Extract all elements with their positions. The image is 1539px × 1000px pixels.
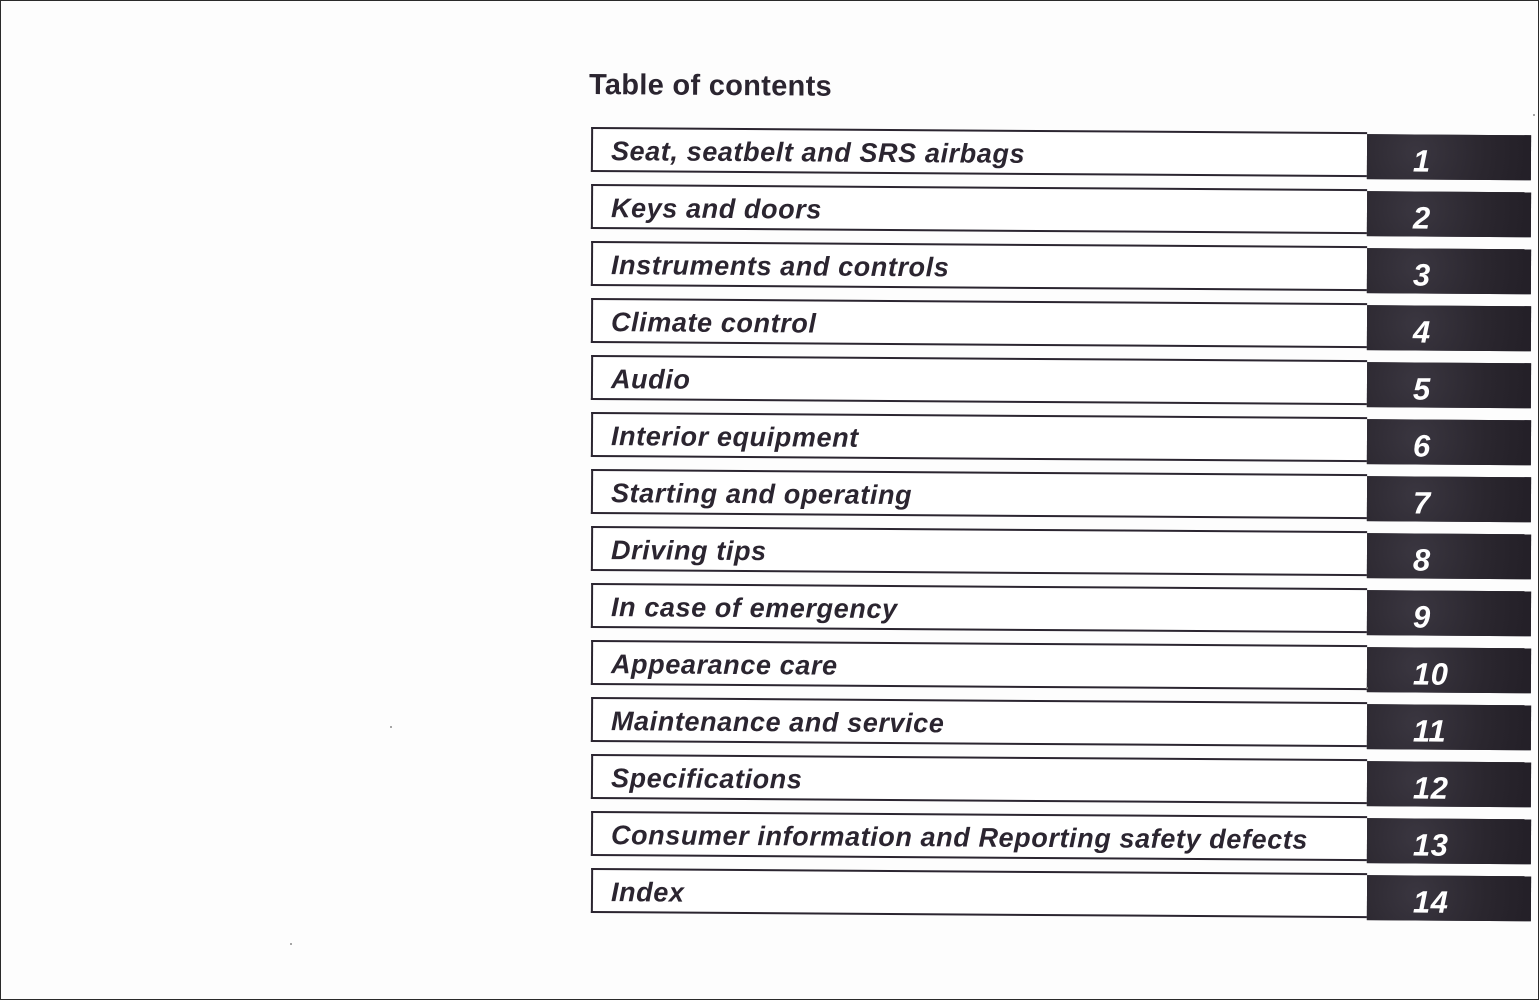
scan-speck (1366, 687, 1368, 689)
entry-box (591, 868, 1367, 918)
entry-box (591, 355, 1367, 405)
section-number: 3 (1412, 257, 1431, 293)
section-tab[interactable] (1367, 419, 1531, 465)
entry-label: Maintenance and service (610, 706, 945, 739)
section-tab[interactable] (1367, 533, 1531, 579)
entry-label: Audio (610, 364, 691, 395)
page-title: Table of contents (588, 69, 833, 103)
section-number: 9 (1412, 599, 1431, 635)
entry-label: Appearance care (610, 649, 838, 681)
section-number: 13 (1412, 827, 1449, 863)
entry-box (591, 811, 1367, 861)
section-tab[interactable] (1367, 590, 1531, 636)
entry-box (591, 184, 1367, 234)
section-number: 8 (1412, 542, 1431, 578)
entry-label: In case of emergency (610, 592, 898, 625)
section-tab[interactable] (1367, 476, 1531, 522)
toc-entry-maintenance-and-service[interactable] (591, 697, 1536, 751)
section-number: 2 (1412, 200, 1431, 236)
toc-entry-starting-and-operating[interactable] (591, 469, 1536, 523)
toc-entry-climate-control[interactable] (591, 298, 1536, 352)
toc-entry-keys-and-doors[interactable] (591, 184, 1536, 238)
toc-entry-in-case-of-emergency[interactable] (591, 583, 1536, 637)
toc-list (591, 127, 1536, 925)
section-tab[interactable] (1367, 191, 1531, 237)
toc-entry-consumer-information[interactable] (591, 811, 1536, 865)
section-tab[interactable] (1367, 362, 1531, 408)
entry-box (591, 640, 1367, 690)
section-number: 4 (1412, 314, 1431, 350)
entry-box (591, 412, 1367, 462)
entry-label: Consumer information and Reporting safety defects (610, 820, 1309, 855)
toc-entry-index[interactable] (591, 868, 1536, 922)
entry-box (591, 754, 1367, 804)
toc-entry-specifications[interactable] (591, 754, 1536, 808)
entry-label: Starting and operating (610, 478, 913, 511)
section-tab[interactable] (1367, 134, 1531, 180)
section-number: 7 (1412, 485, 1431, 521)
section-tab[interactable] (1367, 647, 1531, 693)
section-number: 12 (1412, 770, 1449, 806)
section-number: 14 (1412, 884, 1449, 920)
entry-box (591, 583, 1367, 633)
entry-label: Index (610, 877, 685, 908)
section-tab[interactable] (1367, 704, 1531, 750)
toc-entry-interior-equipment[interactable] (591, 412, 1536, 466)
toc-entry-driving-tips[interactable] (591, 526, 1536, 580)
section-tab[interactable] (1367, 248, 1531, 294)
toc-entry-seat-seatbelt-airbags[interactable] (591, 127, 1536, 181)
scan-speck (390, 726, 392, 728)
section-tab[interactable] (1367, 761, 1531, 807)
entry-label: Specifications (610, 763, 803, 795)
entry-box (591, 469, 1367, 519)
section-tab[interactable] (1367, 875, 1531, 921)
scan-speck (1533, 114, 1535, 116)
section-number: 10 (1412, 656, 1449, 692)
entry-label: Instruments and controls (610, 250, 950, 283)
entry-box (591, 127, 1367, 177)
entry-box (591, 526, 1367, 576)
entry-box (591, 241, 1367, 291)
toc-entry-appearance-care[interactable] (591, 640, 1536, 694)
toc-entry-audio[interactable] (591, 355, 1536, 409)
section-number: 5 (1412, 371, 1431, 407)
section-number: 1 (1412, 143, 1431, 179)
entry-label: Driving tips (610, 535, 767, 567)
entry-label: Seat, seatbelt and SRS airbags (610, 136, 1026, 169)
section-tab[interactable] (1367, 305, 1531, 351)
entry-label: Keys and doors (610, 193, 823, 225)
entry-label: Climate control (610, 307, 817, 339)
section-tab[interactable] (1367, 818, 1531, 864)
scan-speck (290, 943, 292, 945)
toc-entry-instruments-and-controls[interactable] (591, 241, 1536, 295)
entry-box (591, 697, 1367, 747)
entry-box (591, 298, 1367, 348)
entry-label: Interior equipment (610, 421, 859, 453)
section-number: 6 (1412, 428, 1431, 464)
section-number: 11 (1412, 713, 1447, 749)
